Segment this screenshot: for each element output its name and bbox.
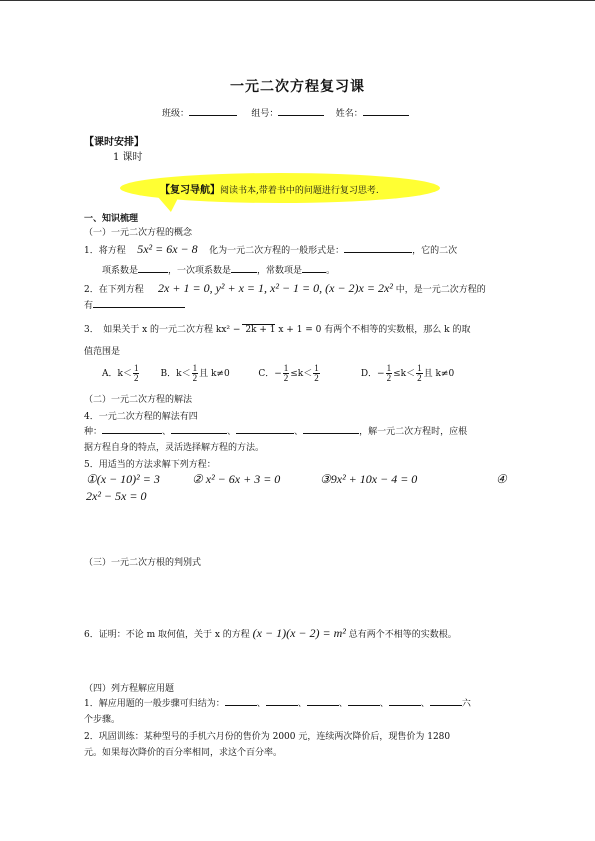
- q3-options: [102, 364, 454, 383]
- page-title: 一元二次方程复习课: [230, 79, 365, 95]
- question-5-prompt: 5．用适当的方法求解下列方程：: [84, 460, 216, 470]
- q4-prefix: 种：: [84, 427, 103, 437]
- frac-num: 1: [283, 363, 289, 373]
- q1-blank-linear[interactable]: [231, 263, 257, 273]
- q5-equation-3: ③9x² + 10x − 4 = 0: [320, 472, 418, 486]
- question-4-line-3: 据方程自身的特点，灵活选择解方程的方法。: [84, 443, 265, 453]
- q3-c-label: C．−: [258, 369, 282, 379]
- question-8-line-1: 2．巩固训练：某种型号的手机六月份的售价为 2000 元，连续两次降价后，现售价为 1280: [84, 732, 451, 742]
- q7-blank-3[interactable]: [307, 696, 339, 706]
- q4-blank-3[interactable]: [236, 424, 294, 434]
- q3-option-b[interactable]: [160, 363, 233, 383]
- q3-option-d[interactable]: [360, 363, 455, 383]
- q2-text: 中，是一元二次方程的: [395, 285, 486, 295]
- question-6: [84, 626, 457, 641]
- q7-sep: 、: [338, 699, 348, 709]
- question-7-line-1: [84, 696, 471, 709]
- q3-c-mid: ≤k＜: [290, 369, 313, 379]
- q5-equation-4-marker: ④: [496, 472, 507, 486]
- q3-d-mid: ≤k＜: [393, 369, 416, 379]
- question-3-line-1: [84, 322, 470, 335]
- section1-heading: 一、知识梳理: [84, 214, 139, 224]
- q4-sep: 、: [294, 427, 304, 437]
- question-7-line-2: 个步骤。: [84, 715, 121, 725]
- frac-den: 2: [314, 373, 319, 383]
- fraction: [386, 364, 393, 383]
- q2-equations: 2x + 1 = 0, y² + x = 1, x² − 1 = 0, (x − 2)x = 2x²: [158, 281, 393, 295]
- fraction: [283, 364, 290, 383]
- question-1-line-2: [102, 263, 335, 276]
- frac-num: 1: [192, 363, 198, 373]
- q3-d-tail: 且 k≠0: [423, 369, 455, 379]
- q7-sep: 、: [297, 699, 307, 709]
- class-blank[interactable]: [189, 106, 237, 116]
- q4-blank-1[interactable]: [102, 424, 162, 434]
- q3-b-tail: 且 k≠0: [199, 369, 230, 379]
- q7-six: 六: [461, 699, 471, 709]
- frac-den: 2: [283, 373, 289, 383]
- top-border: [0, 0, 595, 1]
- q1-linear-label: ，一次项系数是: [168, 266, 232, 276]
- info-line: [162, 106, 409, 119]
- q1-const-label: ，常数项是: [257, 266, 303, 276]
- q7-blank-2[interactable]: [266, 696, 298, 706]
- class-label: 班级：: [162, 109, 190, 119]
- fraction: [416, 364, 423, 383]
- q2-prefix: 2．在下列方程: [84, 285, 144, 295]
- name-blank[interactable]: [363, 106, 409, 116]
- q3-prefix: 3． 如果关于 x 的一元二次方程 kx² −: [84, 325, 241, 335]
- guide-text: 阅读书本,带着书中的问题进行复习思考.: [220, 186, 379, 196]
- question-2-line-2: [84, 298, 185, 311]
- subsection2: （二）一元二次方程的解法: [84, 395, 193, 405]
- q6-prefix: 6．证明：不论 m 取何值，关于 x 的方程: [84, 630, 250, 640]
- fraction: [133, 364, 140, 383]
- guide-label: 【复习导航】: [160, 185, 220, 196]
- q1-blank-quad[interactable]: [138, 263, 168, 273]
- fraction: [313, 364, 320, 383]
- fraction: [192, 364, 199, 383]
- q7-blank-4[interactable]: [348, 696, 380, 706]
- question-4-line-1: 4．一元二次方程的解法有四: [84, 412, 198, 422]
- q7-prefix: 1．解应用题的一般步骤可归结为：: [84, 699, 225, 709]
- schedule-heading: 【课时安排】: [84, 137, 144, 148]
- question-2-line-1: [84, 281, 486, 296]
- q7-blank-5[interactable]: [389, 696, 421, 706]
- q3-option-c[interactable]: [258, 363, 323, 383]
- q3-radicand: 2k + 1: [245, 325, 276, 335]
- q5-equation-2: ② x² − 6x + 3 = 0: [192, 472, 281, 486]
- q1-end: 。: [326, 266, 336, 276]
- q5-equation-1: ①(x − 10)² = 3: [86, 472, 160, 486]
- q3-a-label: A．k＜: [102, 369, 132, 379]
- frac-num: 1: [417, 363, 422, 373]
- subsection4: （四）列方程解应用题: [84, 684, 175, 694]
- q1-equation: 5x² = 6x − 8: [137, 242, 198, 256]
- q4-blank-4[interactable]: [303, 424, 359, 434]
- q7-sep: 、: [379, 699, 389, 709]
- frac-num: 1: [133, 363, 139, 373]
- schedule-value: 1 课时: [113, 152, 143, 163]
- q3-b-label: B．k＜: [160, 369, 191, 379]
- q4-blank-2[interactable]: [171, 424, 227, 434]
- q1-quad-label: 项系数是: [102, 266, 139, 276]
- q1-prefix: 1．将方程: [84, 246, 126, 256]
- q3-option-a[interactable]: [102, 363, 143, 383]
- q3-d-label: D．−: [360, 369, 385, 379]
- subsection1: （一）一元二次方程的概念: [84, 228, 193, 238]
- frac-den: 2: [386, 373, 392, 383]
- question-8-line-2: 元。如果每次降价的百分率相同，求这个百分率。: [84, 748, 283, 758]
- question-3-line-2: 值范围是: [84, 347, 121, 357]
- guide-text-line: [160, 181, 379, 196]
- group-label: 组号：: [251, 109, 279, 119]
- question-4-line-2: [84, 424, 467, 437]
- q2-blank[interactable]: [93, 298, 185, 308]
- q7-sep: 、: [256, 699, 266, 709]
- q3-text: x + 1 = 0 有两个不相等的实数根，那么 k 的取: [278, 325, 471, 335]
- q2-you: 有: [84, 301, 94, 311]
- frac-den: 2: [192, 373, 198, 383]
- name-label: 姓名：: [335, 109, 363, 119]
- q1-text-2: ，它的二次: [412, 246, 458, 256]
- q1-blank-const[interactable]: [302, 263, 326, 273]
- frac-num: 1: [386, 363, 392, 373]
- q4-sep: 、: [162, 427, 172, 437]
- q4-sep: 、: [227, 427, 237, 437]
- q7-blank-6[interactable]: [430, 696, 462, 706]
- group-blank[interactable]: [278, 106, 324, 116]
- frac-den: 2: [133, 373, 139, 383]
- q6-text: 总有两个不相等的实数根。: [348, 630, 457, 640]
- question-1-line-1: [84, 242, 457, 257]
- q1-blank-general[interactable]: [344, 243, 412, 253]
- frac-den: 2: [417, 373, 422, 383]
- q5-equation-4: 2x² − 5x = 0: [86, 489, 147, 503]
- q7-sep: 、: [420, 699, 430, 709]
- frac-num: 1: [314, 363, 319, 373]
- q1-text: 化为一元二次方程的一般形式是：: [209, 246, 345, 256]
- subsection3: （三）一元二次方根的判别式: [84, 558, 202, 568]
- q7-blank-1[interactable]: [225, 696, 257, 706]
- q6-equation: (x − 1)(x − 2) = m²: [252, 626, 346, 640]
- q4-text: ，解一元二次方程时，应根: [359, 427, 468, 437]
